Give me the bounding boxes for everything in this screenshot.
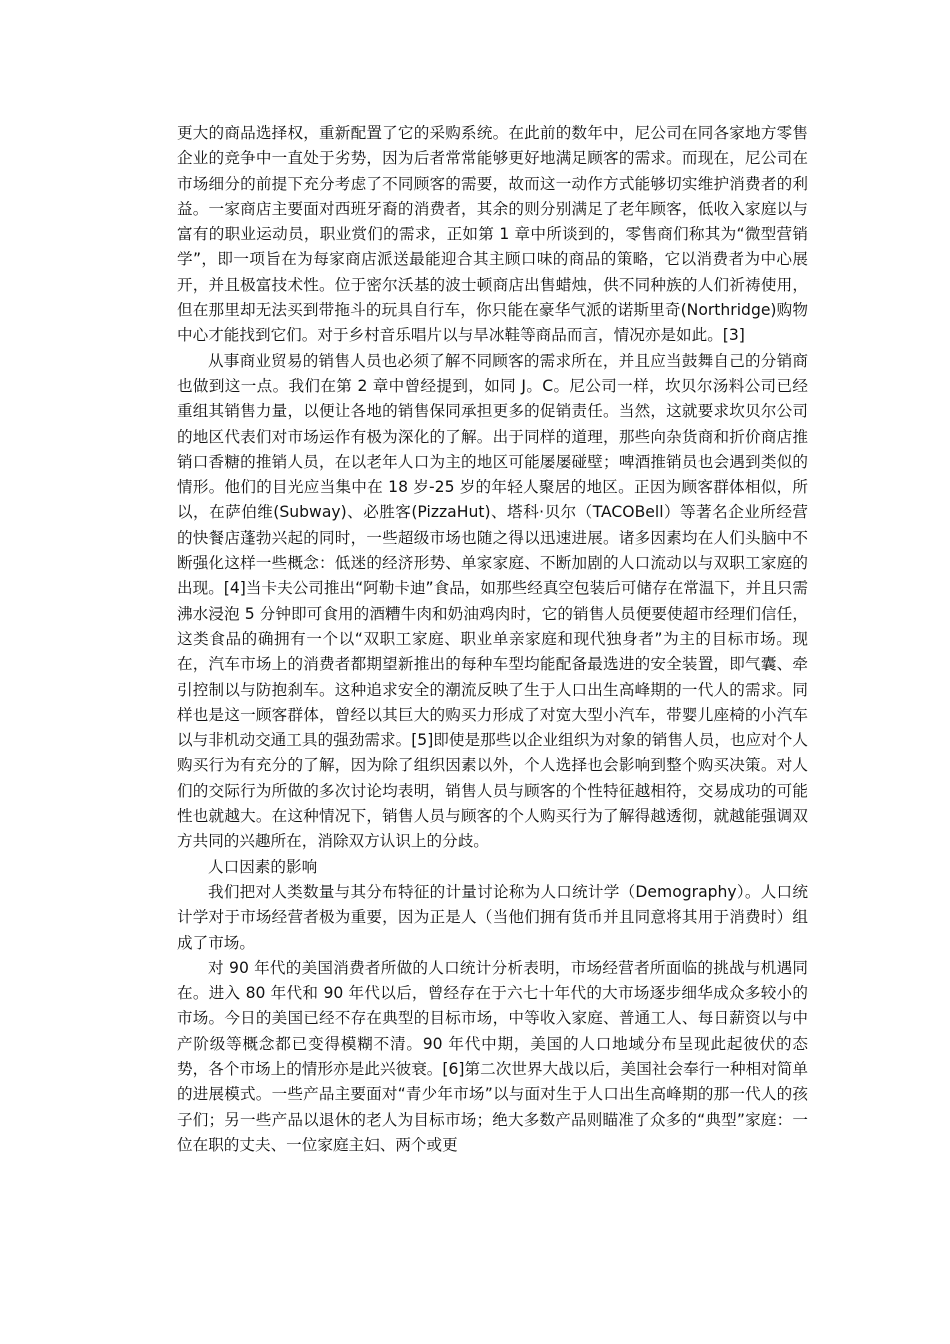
paragraph-90s-analysis: 对 90 年代的美国消费者所做的人口统计分析表明，市场经营者所面临的挑战与机遇同在。进入 80 年代和 90 年代以后，曾经存在于六七十年代的大市场逐步细华成众多较小的市场。今日的美国已经不存在典型的目标市场，中等收入家庭、普通工人、每日薪资以与中产阶级等概念都已变得模糊不清。90 年代中期，美国的人口地域分布呈现此起彼伏的态势，各个市场上的情形亦是此兴彼衰。[6]第二次世界大战以后，美国社会奉行一种相对简单的进展模式。一些产品主要面对“青少年市场”以与面对生于人口出生高峰期的那一代人的孩子们；另一些产品以退休的老人为目标市场；绝大多数产品则瞄准了众多的“典型”家庭：一位在职的丈夫、一位家庭主妇、两个或更	[177, 958, 808, 1154]
paragraph-sales-personnel: 从事商业贸易的销售人员也必须了解不同顾客的需求所在，并且应当鼓舞自己的分销商也做到这一点。我们在第 2 章中曾经提到，如同 J。C。尼公司一样，坎贝尔汤料公司已经重组其销售力量，以便让各地的销售保同承担更多的促销责任。当然，这就要求坎贝尔公司的地区代表们对市场运作有极为深化的了解。出于同样的道理，那些向杂货商和折价商店推销口香糖的推销人员，在以老年人口为主的地区可能屡屡碰壁；啤酒推销员也会遇到类似的情形。他们的目光应当集中在 18 岁-25 岁的年轻人聚居的地区。正因为顾客群体相似，所以，在萨伯维(Subway)、必胜客(PizzaHut)、塔科·贝尔（TACOBell）等著名企业所经营的快餐店蓬勃兴起的同时，一些超级市场也随之得以迅速进展。诸多因素均在人们头脑中不断强化这样一些概念：低迷的经济形势、单家家庭、不断加剧的人口流动以与双职工家庭的出现。[4]当卡夫公司推出“阿勒卡迪”食品，如那些经真空包装后可储存在常温下，并且只需沸水浸泡 5 分钟即可食用的酒糟牛肉和奶油鸡肉时，它的销售人员便要使超市经理们信任，这类食品的确拥有一个以“双职工家庭、职业单亲家庭和现代独身者”为主的目标市场。现在，汽车市场上的消费者都期望新推出的每种车型均能配备最选进的安全装置，即气囊、牵引控制以与防抱刹车。这种追求安全的潮流反映了生于人口出生高峰期的一代人的需求。同样也是这一顾客群体，曾经以其巨大的购买力形成了对宽大型小汽车，带婴儿座椅的小汽车以与非机动交通工具的强劲需求。[5]即使是那些以企业组织为对象的销售人员，也应对个人购买行为有充分的了解，因为除了组织因素以外，个人选择也会影响到整个购买决策。对人们的交际行为所做的多次讨论均表明，销售人员与顾客的个性特征越相符，交易成功的可能性也就越大。在这种情况下，销售人员与顾客的个人购买行为了解得越透彻，就越能强调双方共同的兴趣所在，消除双方认识上的分歧。	[177, 351, 808, 851]
paragraph-demography-definition: 我们把对人类数量与其分布特征的计量讨论称为人口统计学（Demography）。人口统计学对于市场经营者极为重要，因为正是人（当他们拥有货币并且同意将其用于消费时）组成了市场。	[177, 882, 808, 952]
section-heading: 人口因素的影响	[208, 857, 318, 876]
document-page	[177, 121, 808, 1158]
paragraph-continuation: 更大的商品选择权，重新配置了它的采购系统。在此前的数年中，尼公司在同各家地方零售企业的竞争中一直处于劣势，因为后者常常能够更好地满足顾客的需求。而现在，尼公司在市场细分的前提下充分考虑了不同顾客的需要，故而这一动作方式能够切实维护消费者的利益。一家商店主要面对西班牙裔的消费者，其余的则分别满足了老年顾客，低收入家庭以与富有的职业运动员，职业赏们的需求，正如第 1 章中所谈到的，零售商们称其为“微型营销学”，即一项旨在为每家商店派送最能迎合其主顾口味的商品的策略，它以消费者为中心展开，并且极富技术性。位于密尔沃基的波士顿商店出售蜡烛，供不同种族的人们祈祷使用，但在那里却无法买到带拖斗的玩具自行车，你只能在豪华气派的诺斯里奇(Northridge)购物中心才能找到它们。对于乡村音乐唱片以与旱冰鞋等商品而言，情况亦是如此。[3]	[177, 124, 808, 345]
